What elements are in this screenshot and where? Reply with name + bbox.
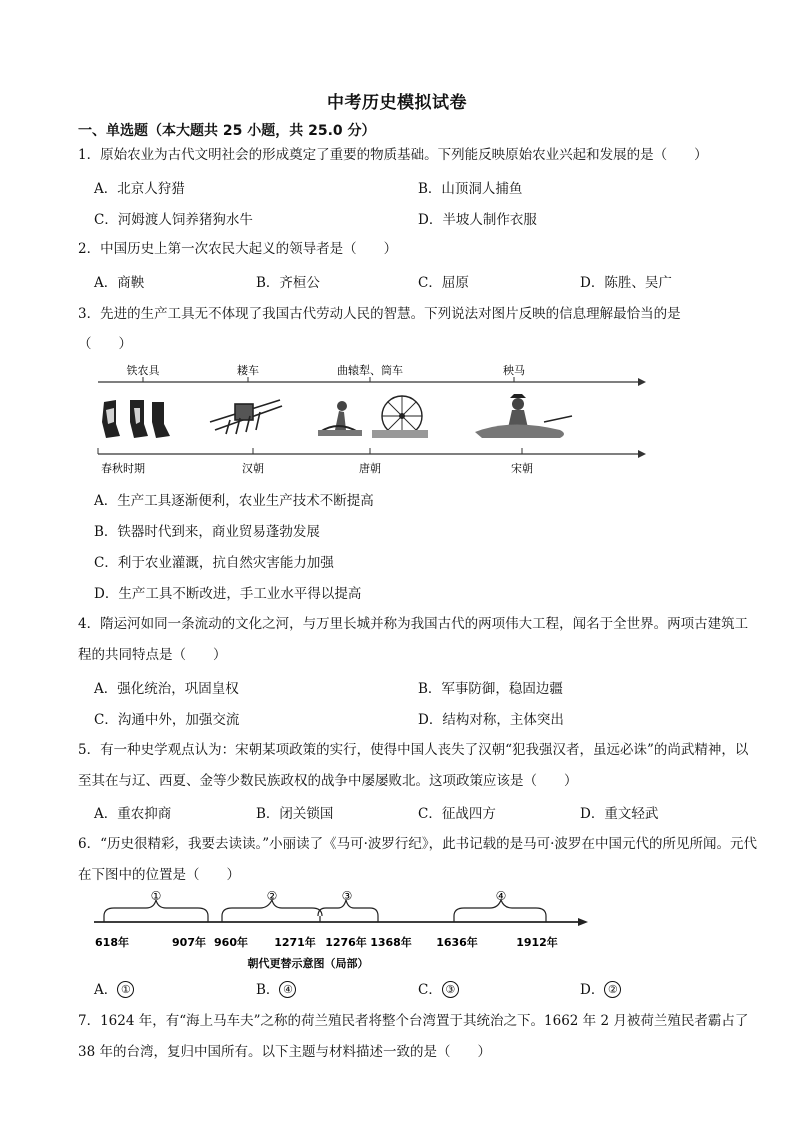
q5-option-a: A．重农抑商: [94, 806, 172, 822]
year-1368: 1368年: [370, 936, 412, 949]
period-label-han: 汉朝: [242, 462, 264, 475]
q6-option-b-mark: ④: [279, 981, 296, 998]
q2-option-c: C．屈原: [418, 275, 469, 291]
q5-option-b: B．闭关锁国: [256, 806, 334, 822]
year-907: 907年: [172, 936, 206, 949]
q1-option-c: C．河姆渡人饲养猪狗水牛: [94, 212, 253, 228]
q4-option-a: A．强化统治，巩固皇权: [94, 681, 239, 697]
q6-option-c-label: C．: [418, 982, 442, 998]
question-3-stem-cont: （ ）: [78, 336, 132, 352]
page-title: 中考历史模拟试卷: [327, 93, 467, 113]
q6-option-b: [256, 978, 296, 998]
q6-option-a-label: A．: [94, 982, 118, 998]
timeline-mark-1: ①: [150, 889, 162, 903]
period-label-tang: 唐朝: [359, 462, 381, 475]
year-1636: 1636年: [436, 936, 478, 949]
year-1912: 1912年: [516, 936, 558, 949]
q4-option-b: B．军事防御，稳固边疆: [418, 681, 563, 697]
q5-option-d: D．重文轻武: [580, 806, 659, 822]
q6-option-c: [418, 978, 459, 998]
q6-option-d-mark: ②: [604, 981, 621, 998]
question-3-stem: 3．先进的生产工具无不体现了我国古代劳动人民的智慧。下列说法对图片反映的信息理解最恰当的是: [78, 306, 681, 322]
q2-option-d: D．陈胜、吴广: [580, 275, 672, 291]
tool-label-iron: 铁农具: [126, 364, 160, 377]
q6-option-a-mark: ①: [117, 981, 134, 998]
q6-option-b-label: B．: [256, 982, 280, 998]
q6-option-d: [580, 978, 621, 998]
tool-label-yangma: 秧马: [503, 364, 525, 377]
period-label-song: 宋朝: [511, 462, 533, 475]
period-label-chunqiu: 春秋时期: [101, 462, 145, 475]
year-1271: 1271年: [274, 936, 316, 949]
tool-label-plough: 曲辕犁、筒车: [337, 364, 403, 377]
q5-option-c: C．征战四方: [418, 806, 496, 822]
q1-option-b: B．山顶洞人捕鱼: [418, 181, 523, 197]
section-heading: 一、单选题（本大题共 25 小题，共 25.0 分）: [78, 123, 376, 139]
q6-option-d-label: D．: [580, 982, 605, 998]
q4-option-c: C．沟通中外，加强交流: [94, 712, 240, 728]
timeline-mark-2: ②: [266, 889, 278, 903]
q3-option-d: D．生产工具不断改进，手工业水平得以提高: [94, 586, 362, 602]
question-6-stem: 6．“历史很精彩，我要去读读。”小丽读了《马可·波罗行纪》，此书记载的是马可·波罗在中国元代的所见所闻。元代在下图中的位置是（ ）: [78, 836, 757, 883]
dynasty-timeline-figure: [90, 888, 600, 972]
q2-option-b: B．齐桓公: [256, 275, 320, 291]
question-4-stem: 4．隋运河如同一条流动的文化之河，与万里长城并称为我国古代的两项伟大工程，闻名于全世界。两项古建筑工程的共同特点是（ ）: [78, 616, 749, 663]
q6-option-a: [94, 978, 134, 998]
question-1-stem: 1．原始农业为古代文明社会的形成奠定了重要的物质基础。下列能反映原始农业兴起和发展的是（ ）: [78, 147, 708, 163]
year-960: 960年: [214, 936, 248, 949]
q2-option-a: A．商鞅: [94, 275, 145, 291]
tools-timeline-figure: [90, 360, 650, 480]
q1-option-a: A．北京人狩猎: [94, 181, 185, 197]
plough-waterwheel-image: [318, 396, 428, 438]
question-7-stem: 7．1624 年，有“海上马车夫”之称的荷兰殖民者将整个台湾置于其统治之下。1662 年 2 月被荷兰殖民者霸占了 38 年的台湾，复归中国所有。以下主题与材料描述一致的是（ ）: [78, 1013, 749, 1060]
timeline-mark-3: ③: [341, 889, 353, 903]
q4-option-d: D．结构对称，主体突出: [418, 712, 564, 728]
q1-option-d: D．半坡人制作衣服: [418, 212, 537, 228]
timeline-caption: 朝代更替示意图（局部）: [247, 957, 369, 970]
q6-option-c-mark: ③: [442, 981, 459, 998]
q3-option-a: A．生产工具逐渐便利，农业生产技术不断提高: [94, 493, 374, 509]
timeline-mark-4: ④: [495, 889, 507, 903]
q3-option-c: C．利于农业灌溉，抗自然灾害能力加强: [94, 555, 334, 571]
tool-label-louche: 耧车: [237, 364, 259, 377]
year-618: 618年: [95, 936, 129, 949]
yangma-image: [475, 394, 572, 438]
q3-option-b: B．铁器时代到来，商业贸易蓬勃发展: [94, 524, 320, 540]
question-2-stem: 2．中国历史上第一次农民大起义的领导者是（ ）: [78, 241, 398, 257]
iron-tools-image: [102, 400, 170, 438]
louche-seeder-image: [210, 400, 282, 434]
year-1276: 1276年: [325, 936, 367, 949]
question-5-stem: 5．有一种史学观点认为：宋朝某项政策的实行，使得中国人丧失了汉朝“犯我强汉者，虽远必诛”的尚武精神，以至其在与辽、西夏、金等少数民族政权的战争中屡屡败北。这项政策应该是（ ）: [78, 742, 749, 789]
